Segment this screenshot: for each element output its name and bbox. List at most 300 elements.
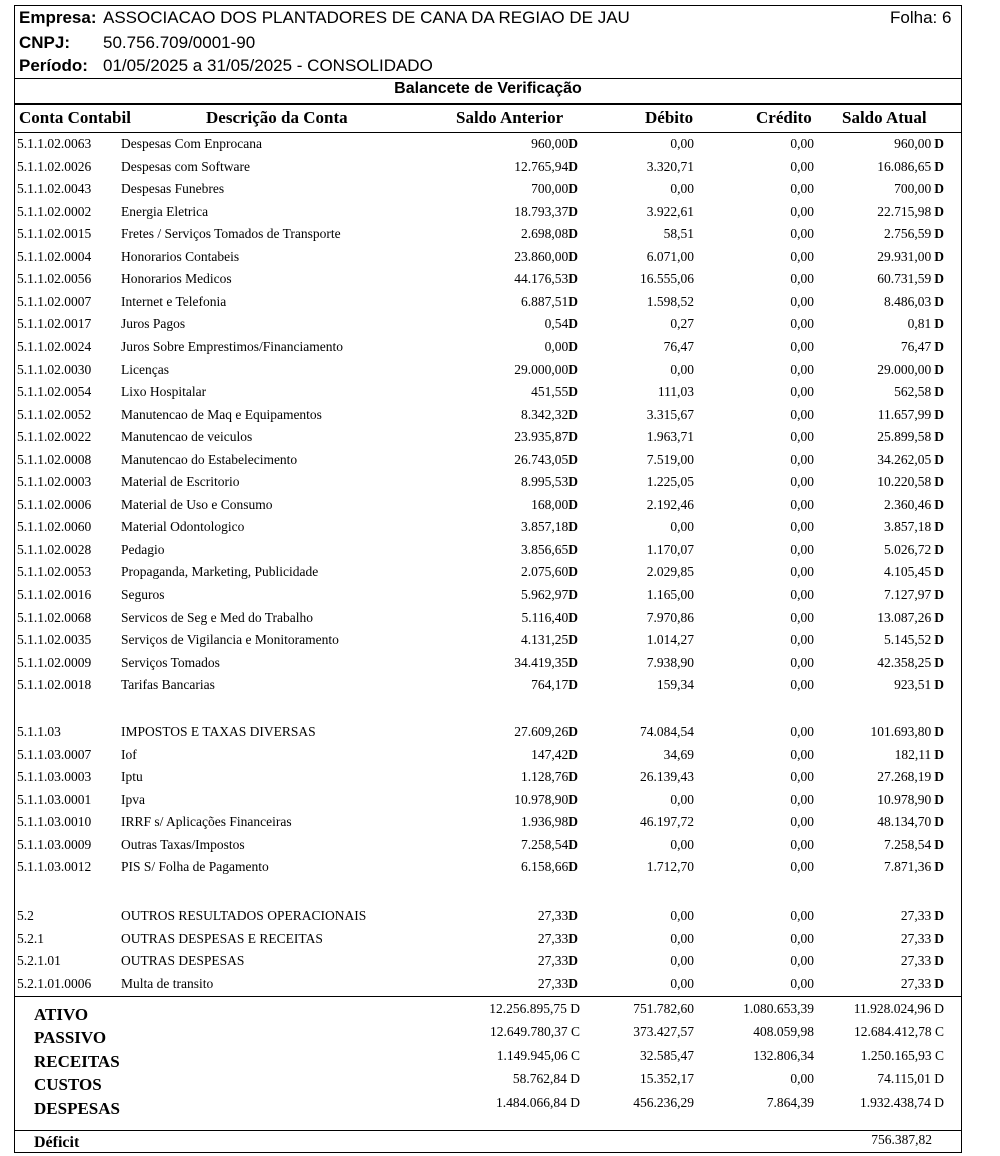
credit-value: 0,00 [790,587,814,602]
account-description: Juros Sobre Emprestimos/Financiamento [121,338,343,354]
summary-credit: 1.080.653,39 [743,1001,814,1016]
table-row [14,905,962,927]
account-description: Seguros [121,587,165,602]
credit-value: 0,00 [790,361,814,377]
previous-balance [545,313,578,335]
credit-value: 0,00 [790,953,814,969]
account-code: 5.1.1.02.0054 [17,384,92,400]
col-credito: Crédito [756,108,812,127]
deficit-value: 756.387,82 [871,1132,932,1147]
current-balance-value: 29.931,00 [877,248,932,264]
current-balance [884,834,944,856]
previous-balance-nature: D [568,429,578,445]
current-balance [877,359,944,381]
current-balance-nature: D [934,181,944,197]
account-code: 5.1.1.02.0017 [17,316,92,332]
summary-label: ATIVO [34,1005,89,1024]
account-code: 5.1.1.02.0004 [17,248,92,264]
summary-previous: 58.762,84 D [512,1071,580,1087]
debit-value: 7.519,00 [646,451,694,467]
current-balance-value: 2.756,59 [884,226,932,242]
current-balance [884,494,944,516]
account-code: 5.2.1 [17,930,44,946]
current-balance-nature: D [934,677,944,693]
previous-balance [521,629,578,651]
periodo-value: 01/05/2025 a 31/05/2025 - CONSOLIDADO [103,56,433,75]
previous-balance-nature: D [568,384,578,400]
previous-balance-value: 8.995,53 [521,474,569,490]
current-balance-value: 7.258,54 [884,836,932,852]
summary-label: RECEITAS [34,1051,120,1071]
result-divider [14,1130,962,1131]
previous-balance [538,928,578,950]
empresa-label: Empresa: [19,8,97,27]
credit-value: 0,00 [790,769,814,785]
current-balance [877,268,944,290]
current-balance [877,246,944,268]
credit-value: 0,00 [790,564,814,580]
current-balance-value: 27,33 [900,930,932,946]
current-balance [884,856,944,878]
current-balance [877,201,944,223]
account-code: 5.1.1.02.0009 [17,654,92,670]
current-balance-value: 27,33 [900,953,932,969]
current-balance [878,404,944,426]
account-description: Manutencao do Estabelecimento [121,451,298,467]
previous-balance [531,744,578,766]
current-balance-nature: D [934,338,944,354]
current-balance-value: 27.268,19 [877,769,932,785]
previous-balance-nature: D [568,136,578,151]
previous-balance-value: 44.176,53 [514,271,569,287]
table-row [14,834,962,856]
current-balance-value: 5.026,72 [884,541,932,557]
current-balance [877,789,944,811]
current-balance-value: 27,33 [900,975,932,991]
summary-current: 1.250.165,93 C [860,1047,944,1063]
credit-value: 0,00 [790,677,814,693]
account-description: IRRF s/ Aplicações Financeiras [121,814,292,830]
table-row [14,471,962,493]
current-balance-value: 60.731,59 [877,271,932,287]
current-balance-nature: D [934,361,944,377]
current-balance [901,973,944,995]
credit-value: 0,00 [790,496,814,512]
summary-previous: 1.484.066,84 D [496,1094,580,1110]
previous-balance-nature: D [568,496,578,512]
debit-value: 0,00 [670,519,694,535]
previous-balance-nature: D [568,654,578,670]
previous-balance [514,246,578,268]
summary-row [14,1071,962,1094]
previous-balance-value: 8.342,32 [521,406,569,422]
previous-balance-nature: D [568,316,578,332]
account-code: 5.2 [17,908,34,923]
current-balance-nature: D [934,248,944,264]
credit-value: 0,00 [790,474,814,490]
current-balance-value: 8.486,03 [884,293,932,309]
summary-previous: 1.149.945,06 C [496,1047,580,1063]
cnpj-value: 50.756.709/0001-90 [103,33,256,52]
debit-value: 0,00 [670,930,694,946]
current-balance-value: 5.145,52 [884,632,932,648]
account-description: Despesas Com Enprocana [121,136,262,151]
previous-balance-value: 10.978,90 [514,791,569,807]
account-description: OUTRAS DESPESAS [121,953,245,969]
current-balance [871,721,945,743]
previous-balance [521,404,578,426]
previous-balance-value: 3.857,18 [521,519,569,535]
previous-balance-value: 27.609,26 [514,724,569,739]
account-code: 5.1.1.02.0053 [17,564,92,580]
debit-value: 2.029,85 [646,564,694,580]
previous-balance [521,834,578,856]
credit-value: 0,00 [790,271,814,287]
previous-balance-value: 23.860,00 [514,248,569,264]
credit-value: 0,00 [790,293,814,309]
current-balance [884,516,944,538]
current-balance-value: 25.899,58 [877,429,932,445]
summary-credit: 408.059,98 [753,1024,814,1040]
account-description: PIS S/ Folha de Pagamento [121,859,269,875]
credit-value: 0,00 [790,384,814,400]
previous-balance-value: 3.856,65 [521,541,569,557]
debit-value: 0,00 [670,953,694,969]
account-code: 5.1.1.02.0024 [17,338,92,354]
periodo-label: Período: [19,56,88,75]
previous-balance-value: 29.000,00 [514,361,569,377]
current-balance-value: 562,58 [894,384,932,400]
account-description: Multa de transito [121,975,214,991]
previous-balance [521,584,578,606]
current-balance-nature: D [934,406,944,422]
table-row [14,359,962,381]
previous-balance-value: 5.962,97 [521,587,569,602]
totals-divider [14,996,962,997]
previous-balance-nature: D [568,724,578,739]
account-description: Servicos de Seg e Med do Trabalho [121,609,313,625]
previous-balance [514,156,578,178]
previous-balance-value: 34.419,35 [514,654,569,670]
current-balance-nature: D [934,609,944,625]
current-balance-nature: D [934,975,944,991]
previous-balance-nature: D [568,632,578,648]
previous-balance [531,133,578,155]
table-row [14,336,962,358]
debit-value: 0,00 [670,908,694,923]
summary-row [14,1095,962,1118]
summary-current: 74.115,01 D [877,1071,944,1087]
previous-balance [514,359,578,381]
account-code: 5.1.1.02.0056 [17,271,92,287]
account-description: Honorarios Contabeis [121,248,240,264]
account-description: Internet e Telefonia [121,293,227,309]
current-balance [901,905,944,927]
current-balance-value: 10.978,90 [877,791,932,807]
account-code: 5.1.1.02.0016 [17,587,92,602]
previous-balance-value: 2.698,08 [521,226,569,242]
previous-balance-nature: D [568,609,578,625]
account-description: Ipva [121,791,145,807]
previous-balance [514,789,578,811]
current-balance-value: 923,51 [894,677,932,693]
account-code: 5.1.1.02.0015 [17,226,92,242]
previous-balance [538,905,578,927]
previous-balance [514,721,578,743]
credit-value: 0,00 [790,451,814,467]
previous-balance-nature: D [568,293,578,309]
current-balance [895,744,944,766]
previous-balance [538,973,578,995]
current-balance [901,928,944,950]
current-balance-value: 22.715,98 [877,203,932,219]
credit-value: 0,00 [790,203,814,219]
credit-value: 0,00 [790,248,814,264]
current-balance-value: 76,47 [900,338,932,354]
previous-balance [514,449,578,471]
table-row [14,766,962,788]
previous-balance-nature: D [568,814,578,830]
deficit-label: Déficit [34,1134,80,1151]
current-balance [884,223,944,245]
credit-value: 0,00 [790,181,814,197]
account-description: Propaganda, Marketing, Publicidade [121,564,319,580]
debit-value: 16.555,06 [640,271,694,287]
credit-value: 0,00 [790,158,814,174]
table-row [14,449,962,471]
credit-value: 0,00 [790,746,814,762]
credit-value: 0,00 [790,975,814,991]
table-row [14,674,962,696]
account-description: Fretes / Serviços Tomados de Transporte [121,226,341,242]
table-row [14,246,962,268]
credit-value: 0,00 [790,429,814,445]
credit-value: 0,00 [790,316,814,332]
summary-credit: 132.806,34 [753,1047,814,1063]
previous-balance-nature: D [568,226,578,242]
current-balance [894,178,944,200]
summary-label: CUSTOS [34,1075,102,1095]
account-description: Licenças [121,361,169,377]
debit-value: 76,47 [663,338,694,354]
previous-balance-value: 4.131,25 [521,632,569,648]
table-row [14,973,962,995]
table-row [14,652,962,674]
col-saldo-anterior: Saldo Anterior [456,108,564,127]
previous-balance-nature: D [568,451,578,467]
table-row [14,268,962,290]
table-row [14,516,962,538]
summary-current: 1.932.438,74 D [860,1094,944,1110]
current-balance [901,950,944,972]
debit-value: 0,00 [670,181,694,197]
account-description: Energia Eletrica [121,203,209,219]
current-balance-nature: D [934,158,944,174]
account-code: 5.1.1.03.0010 [17,814,92,830]
current-balance [877,811,944,833]
current-balance-nature: D [934,474,944,490]
debit-value: 3.922,61 [646,203,694,219]
previous-balance [521,516,578,538]
table-row [14,856,962,878]
summary-label: PASSIVO [34,1028,107,1048]
table-row [14,223,962,245]
summary-previous: 12.649.780,37 C [489,1024,580,1040]
summary-debit: 15.352,17 [640,1071,694,1087]
account-code: 5.1.1.02.0043 [17,181,92,197]
previous-balance-nature: D [568,181,578,197]
previous-balance-nature: D [568,519,578,535]
current-balance-value: 34.262,05 [877,451,932,467]
previous-balance-nature: D [568,908,578,923]
credit-value: 0,00 [790,226,814,242]
account-description: Pedagio [121,541,165,557]
current-balance-nature: D [934,316,944,332]
summary-credit: 7.864,39 [766,1094,814,1110]
table-row [14,607,962,629]
summary-debit: 32.585,47 [640,1047,694,1063]
previous-balance [514,268,578,290]
previous-balance-value: 27,33 [537,930,569,946]
debit-value: 1.170,07 [646,541,694,557]
account-code: 5.1.1.03.0003 [17,769,92,785]
account-description: OUTRAS DESPESAS E RECEITAS [121,930,323,946]
previous-balance-value: 26.743,05 [514,451,569,467]
credit-value: 0,00 [790,338,814,354]
previous-balance-nature: D [568,587,578,602]
current-balance-value: 960,00 [894,136,932,151]
previous-balance-value: 168,00 [531,496,569,512]
credit-value: 0,00 [790,136,814,151]
previous-balance-value: 27,33 [537,953,569,969]
current-balance [908,313,944,335]
credit-value: 0,00 [790,654,814,670]
current-balance-nature: D [934,814,944,830]
current-balance-nature: D [934,859,944,875]
previous-balance [531,381,578,403]
debit-value: 1.963,71 [646,429,694,445]
account-code: 5.1.1.03.0001 [17,791,92,807]
current-balance [894,674,944,696]
account-description: Honorarios Medicos [121,271,232,287]
debit-value: 74.084,54 [640,724,694,739]
previous-balance-nature: D [568,953,578,969]
current-balance-nature: D [934,587,944,602]
account-description: Manutencao de veiculos [121,429,253,445]
previous-balance-value: 147,42 [531,746,569,762]
credit-value: 0,00 [790,519,814,535]
current-balance-nature: D [934,271,944,287]
previous-balance-nature: D [568,975,578,991]
debit-value: 46.197,72 [640,814,694,830]
previous-balance [521,856,578,878]
debit-value: 0,00 [670,361,694,377]
previous-balance [521,766,578,788]
current-balance-nature: D [934,746,944,762]
current-balance-value: 10.220,58 [877,474,932,490]
account-code: 5.1.1.02.0052 [17,406,92,422]
current-balance-value: 0,81 [907,316,932,332]
current-balance-value: 48.134,70 [877,814,932,830]
previous-balance-value: 2.075,60 [521,564,569,580]
empresa-name: ASSOCIACAO DOS PLANTADORES DE CANA DA REGIAO DE JAU [103,8,630,27]
credit-value: 0,00 [790,859,814,875]
credit-value: 0,00 [790,541,814,557]
summary-debit: 373.427,57 [633,1024,694,1040]
previous-balance-nature: D [568,406,578,422]
previous-balance-nature: D [568,836,578,852]
current-balance [901,336,944,358]
debit-value: 7.938,90 [646,654,694,670]
previous-balance-value: 27,33 [537,975,569,991]
account-code: 5.1.1.02.0068 [17,609,92,625]
previous-balance-nature: D [568,791,578,807]
account-code: 5.1.1.02.0035 [17,632,92,648]
current-balance-nature: D [934,632,944,648]
credit-value: 0,00 [790,791,814,807]
credit-value: 0,00 [790,724,814,739]
debit-value: 1.165,00 [646,587,694,602]
account-code: 5.1.1.02.0022 [17,429,92,445]
account-code: 5.1.1.02.0007 [17,293,92,309]
previous-balance [521,291,578,313]
title-divider [14,103,962,105]
previous-balance-value: 1.128,76 [521,769,569,785]
credit-value: 0,00 [790,814,814,830]
debit-value: 26.139,43 [640,769,694,785]
previous-balance-value: 6.158,66 [521,859,569,875]
credit-value: 0,00 [790,406,814,422]
account-code: 5.1.1.02.0063 [17,136,92,151]
account-code: 5.1.1.02.0030 [17,361,92,377]
previous-balance-value: 700,00 [531,181,569,197]
debit-value: 159,34 [656,677,694,693]
summary-label: DESPESAS [34,1098,120,1118]
current-balance-value: 11.657,99 [877,406,932,422]
debit-value: 1.598,52 [646,293,694,309]
debit-value: 0,00 [670,975,694,991]
current-balance [884,629,944,651]
table-row [14,133,962,155]
table-row [14,291,962,313]
current-balance-nature: D [934,564,944,580]
current-balance [877,449,944,471]
table-row [14,629,962,651]
debit-value: 1.014,27 [646,632,694,648]
account-code: 5.1.1.02.0006 [17,496,92,512]
account-code: 5.2.1.01.0006 [17,975,92,991]
current-balance-nature: D [934,654,944,670]
current-balance-value: 7.871,36 [884,859,932,875]
previous-balance-nature: D [568,541,578,557]
summary-row [14,1001,962,1024]
previous-balance-value: 7.258,54 [521,836,569,852]
current-balance [877,766,944,788]
table-row [14,928,962,950]
account-description: Manutencao de Maq e Equipamentos [121,406,322,422]
previous-balance [531,494,578,516]
current-balance-nature: D [934,953,944,969]
table-row [14,721,962,743]
col-saldo-atual: Saldo Atual [842,108,927,127]
current-balance-value: 29.000,00 [877,361,932,377]
previous-balance-value: 451,55 [531,384,569,400]
table-row [14,789,962,811]
account-description: Iptu [121,769,143,785]
current-balance-nature: D [934,930,944,946]
previous-balance [522,607,579,629]
account-description: Despesas com Software [121,158,250,174]
